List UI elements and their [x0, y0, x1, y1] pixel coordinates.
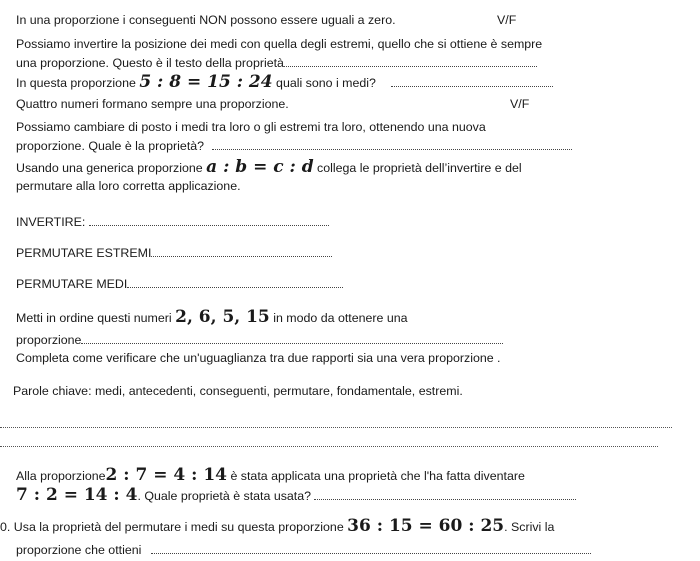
answer-line-q2[interactable] — [284, 56, 537, 67]
answer-line-q10[interactable] — [151, 543, 591, 554]
answer-line-permutare-estremi[interactable] — [151, 246, 332, 257]
question-10-math: 36 : 15 = 60 : 25 — [347, 516, 505, 536]
question-2-line-1: Possiamo invertire la posizione dei medi con quella degli estremi, quello che si ottiene è sempre — [16, 37, 543, 51]
question-6 — [16, 159, 522, 177]
question-4-true-false: V/F — [510, 97, 530, 111]
question-3-math: 5 : 8 = 15 : 24 — [139, 72, 273, 92]
question-7-suffix: in modo da ottenere una — [273, 311, 408, 325]
question-7-line-2 — [16, 332, 503, 349]
question-6-math: a : b = c : d — [206, 157, 314, 177]
invertire-row — [16, 214, 329, 231]
question-10-text: proporzione che ottieni — [16, 543, 142, 557]
question-3-prefix: In questa proporzione — [16, 76, 136, 90]
answer-line-q7[interactable] — [81, 333, 503, 344]
question-8-text: Completa come verificare che un'uguaglianza tra due rapporti sia una vera proporzione . — [16, 351, 501, 365]
permutare-medi-label: PERMUTARE MEDI — [16, 277, 128, 291]
question-5-text: proporzione. Quale è la proprietà? — [16, 139, 205, 153]
question-9-line-2 — [16, 487, 576, 505]
question-2-text: una proporzione. Questo è il testo della proprietà — [16, 56, 284, 70]
answer-line-q5[interactable] — [212, 139, 572, 150]
permutare-estremi-label: PERMUTARE ESTREMI — [16, 246, 152, 260]
question-10-line-2 — [16, 542, 591, 559]
question-7-numbers: 2, 6, 5, 15 — [175, 307, 270, 327]
question-9-suffix-2: . Quale proprietà è stata usata? — [137, 489, 312, 503]
question-9-prefix: Alla proporzione — [16, 469, 106, 483]
keywords-text: Parole chiave: medi, antecedenti, conseguenti, permutare, fondamentale, estremi. — [13, 384, 463, 398]
question-6-line-2: permutare alla loro corretta applicazione. — [16, 179, 241, 193]
question-7 — [16, 309, 408, 327]
question-7-text: proporzione — [16, 333, 82, 347]
answer-line-q3[interactable] — [391, 76, 553, 87]
answer-rule-1[interactable] — [0, 427, 672, 428]
question-9 — [16, 467, 525, 485]
question-10 — [0, 518, 554, 536]
question-5-line-1: Possiamo cambiare di posto i medi tra loro o gli estremi tra loro, ottenendo una nuova — [16, 120, 486, 134]
invertire-label: INVERTIRE: — [16, 215, 86, 229]
question-1-text: In una proporzione i conseguenti NON possono essere uguali a zero. — [16, 13, 396, 27]
question-7-prefix: Metti in ordine questi numeri — [16, 311, 172, 325]
question-1-true-false: V/F — [497, 13, 517, 27]
question-10-prefix: Usa la proprietà del permutare i medi su questa proporzione — [13, 520, 344, 534]
question-5-line-2 — [16, 138, 572, 155]
permutare-estremi-row — [16, 245, 332, 262]
question-6-suffix: collega le proprietà dell’invertire e del — [317, 161, 522, 175]
answer-line-invertire[interactable] — [89, 215, 329, 226]
question-9-suffix: è stata applicata una proprietà che l'ha fatta diventare — [230, 469, 525, 483]
answer-line-permutare-medi[interactable] — [127, 277, 343, 288]
question-10-suffix: . Scrivi la — [504, 520, 555, 534]
question-6-prefix: Usando una generica proporzione — [16, 161, 203, 175]
question-2-line-2 — [16, 55, 537, 72]
answer-rule-2[interactable] — [0, 446, 658, 447]
question-9-math-1: 2 : 7 = 4 : 14 — [105, 465, 227, 485]
answer-line-q9[interactable] — [314, 489, 576, 500]
question-10-number: 0. — [0, 520, 11, 534]
question-3 — [16, 74, 553, 92]
question-4-text: Quattro numeri formano sempre una proporzione. — [16, 97, 289, 111]
question-9-math-2: 7 : 2 = 14 : 4 — [16, 485, 138, 505]
permutare-medi-row — [16, 276, 343, 293]
question-3-suffix: quali sono i medi? — [276, 76, 376, 90]
